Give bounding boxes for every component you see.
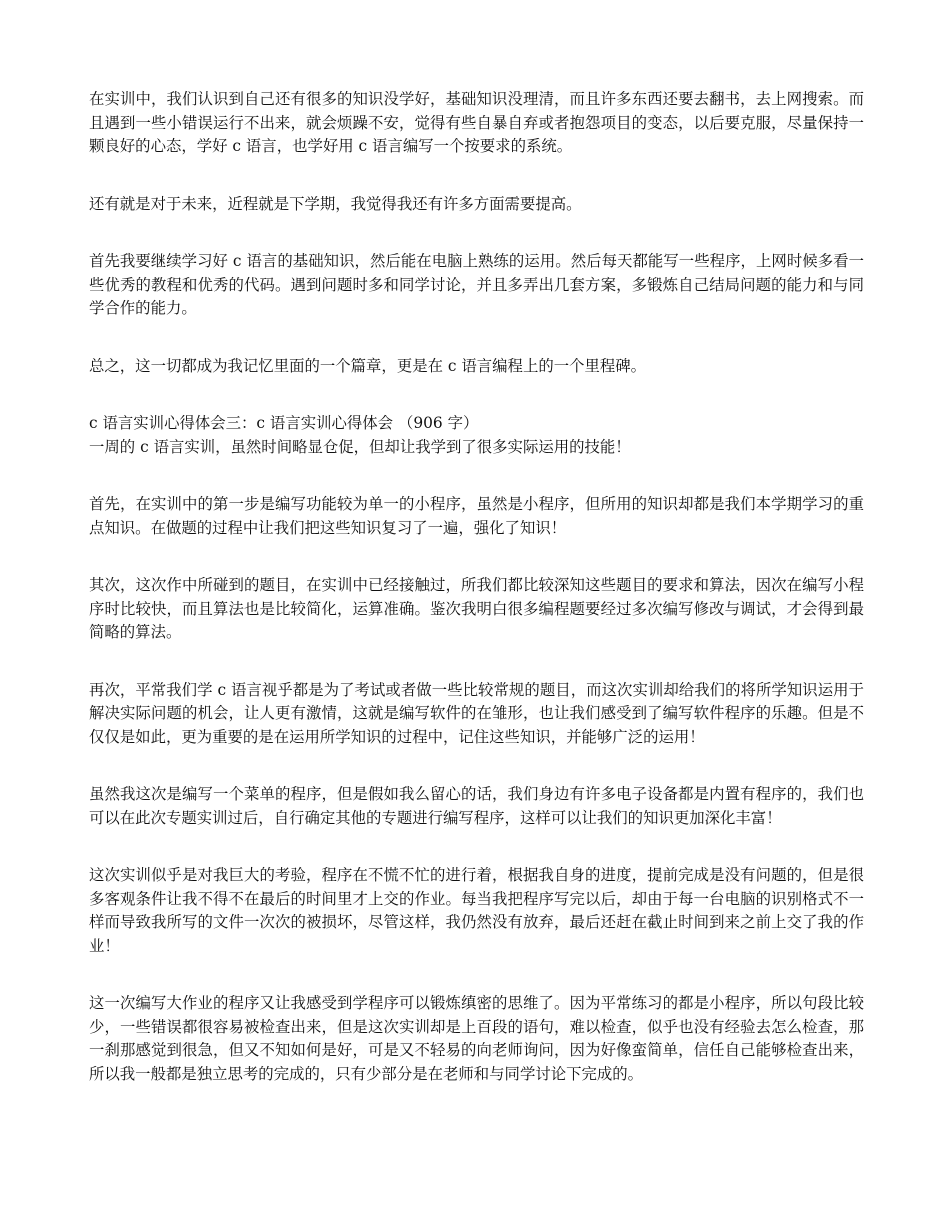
section-paragraph-4: 再次，平常我们学 c 语言视乎都是为了考试或者做一些比较常规的题目，而这次实训却给我们的将所学知识运用于解决实际问题的机会，让人更有激情，这就是编写软件的在雏形，也让我们感受到了编写软件程序的乐趣。但是不仅仅是如此，更为重要的是在运用所学知识的过程中，记住这些知识，并能够广泛的运用！ [89,680,864,746]
section-paragraph-5: 虽然我这次是编写一个菜单的程序，但是假如我么留心的话，我们身边有许多电子设备都是内置有程序的，我们也可以在此次专题实训过后，自行确定其他的专题进行编写程序，这样可以让我们的知识更加深化丰富！ [89,785,864,827]
section-paragraph-1: 一周的 c 语言实训，虽然时间略显仓促，但却让我学到了很多实际运用的技能！ [89,437,631,456]
document-body [89,88,864,1086]
section-paragraph-3: 其次，这次作中所碰到的题目，在实训中已经接触过，所我们都比较深知这些题目的要求和算法，因次在编写小程序时比较快，而且算法也是比较简化，运算准确。鉴次我明白很多编程题要经过多次编写修改与调试，才会得到最简略的算法。 [89,576,864,641]
paragraph-4: 总之，这一切都成为我记忆里面的一个篇章，更是在 c 语言编程上的一个里程碑。 [89,356,647,375]
section-heading: c 语言实训心得体会三：c 语言实训心得体会 （906 字） [89,414,479,432]
paragraph-3: 首先我要继续学习好 c 语言的基础知识，然后能在电脑上熟练的运用。然后每天都能写一些程序，上网时候多看一些优秀的教程和优秀的代码。遇到问题时多和同学讨论，并且多弄出几套方案，多锻炼自己结局问题的能力和与同学合作的能力。 [89,252,864,317]
paragraph-2: 还有就是对于未来，近程就是下学期，我觉得我还有许多方面需要提高。 [89,194,582,213]
section-paragraph-7: 这一次编写大作业的程序又让我感受到学程序可以锻炼缜密的思维了。因为平常练习的都是小程序，所以句段比较少，一些错误都很容易被检查出来，但是这次实训却是上百段的语句，难以检查，似乎也没有经验去怎么检查，那一刹那感觉到很急，但又不知如何是好，可是又不轻易的向老师询问，因为好像蛮简单，信任自己能够检查出来，所以我一般都是独立思考的完成的，只有少部分是在老师和与同学讨论下完成的。 [89,994,864,1083]
section-paragraph-6: 这次实训似乎是对我巨大的考验，程序在不慌不忙的进行着，根据我自身的进度，提前完成是没有问题的，但是很多客观条件让我不得不在最后的时间里才上交的作业。每当我把程序写完以后，却由于每一台电脑的识别格式不一样而导致我所写的文件一次次的被损坏，尽管这样，我仍然没有放弃，最后还赶在截止时间到来之前上交了我的作业！ [89,866,864,955]
section-paragraph-2: 首先，在实训中的第一步是编写功能较为单一的小程序，虽然是小程序，但所用的知识却都是我们本学期学习的重点知识。在做题的过程中让我们把这些知识复习了一遍，强化了知识！ [89,495,864,537]
paragraph-1: 在实训中，我们认识到自己还有很多的知识没学好，基础知识没理清，而且许多东西还要去翻书，去上网搜索。而且遇到一些小错误运行不出来，就会烦躁不安，觉得有些自暴自弃或者抱怨项目的变态，以后要克服，尽量保持一颗良好的心态，学好 c 语言，也学好用 c 语言编写一个按要求的系统。 [89,90,864,155]
